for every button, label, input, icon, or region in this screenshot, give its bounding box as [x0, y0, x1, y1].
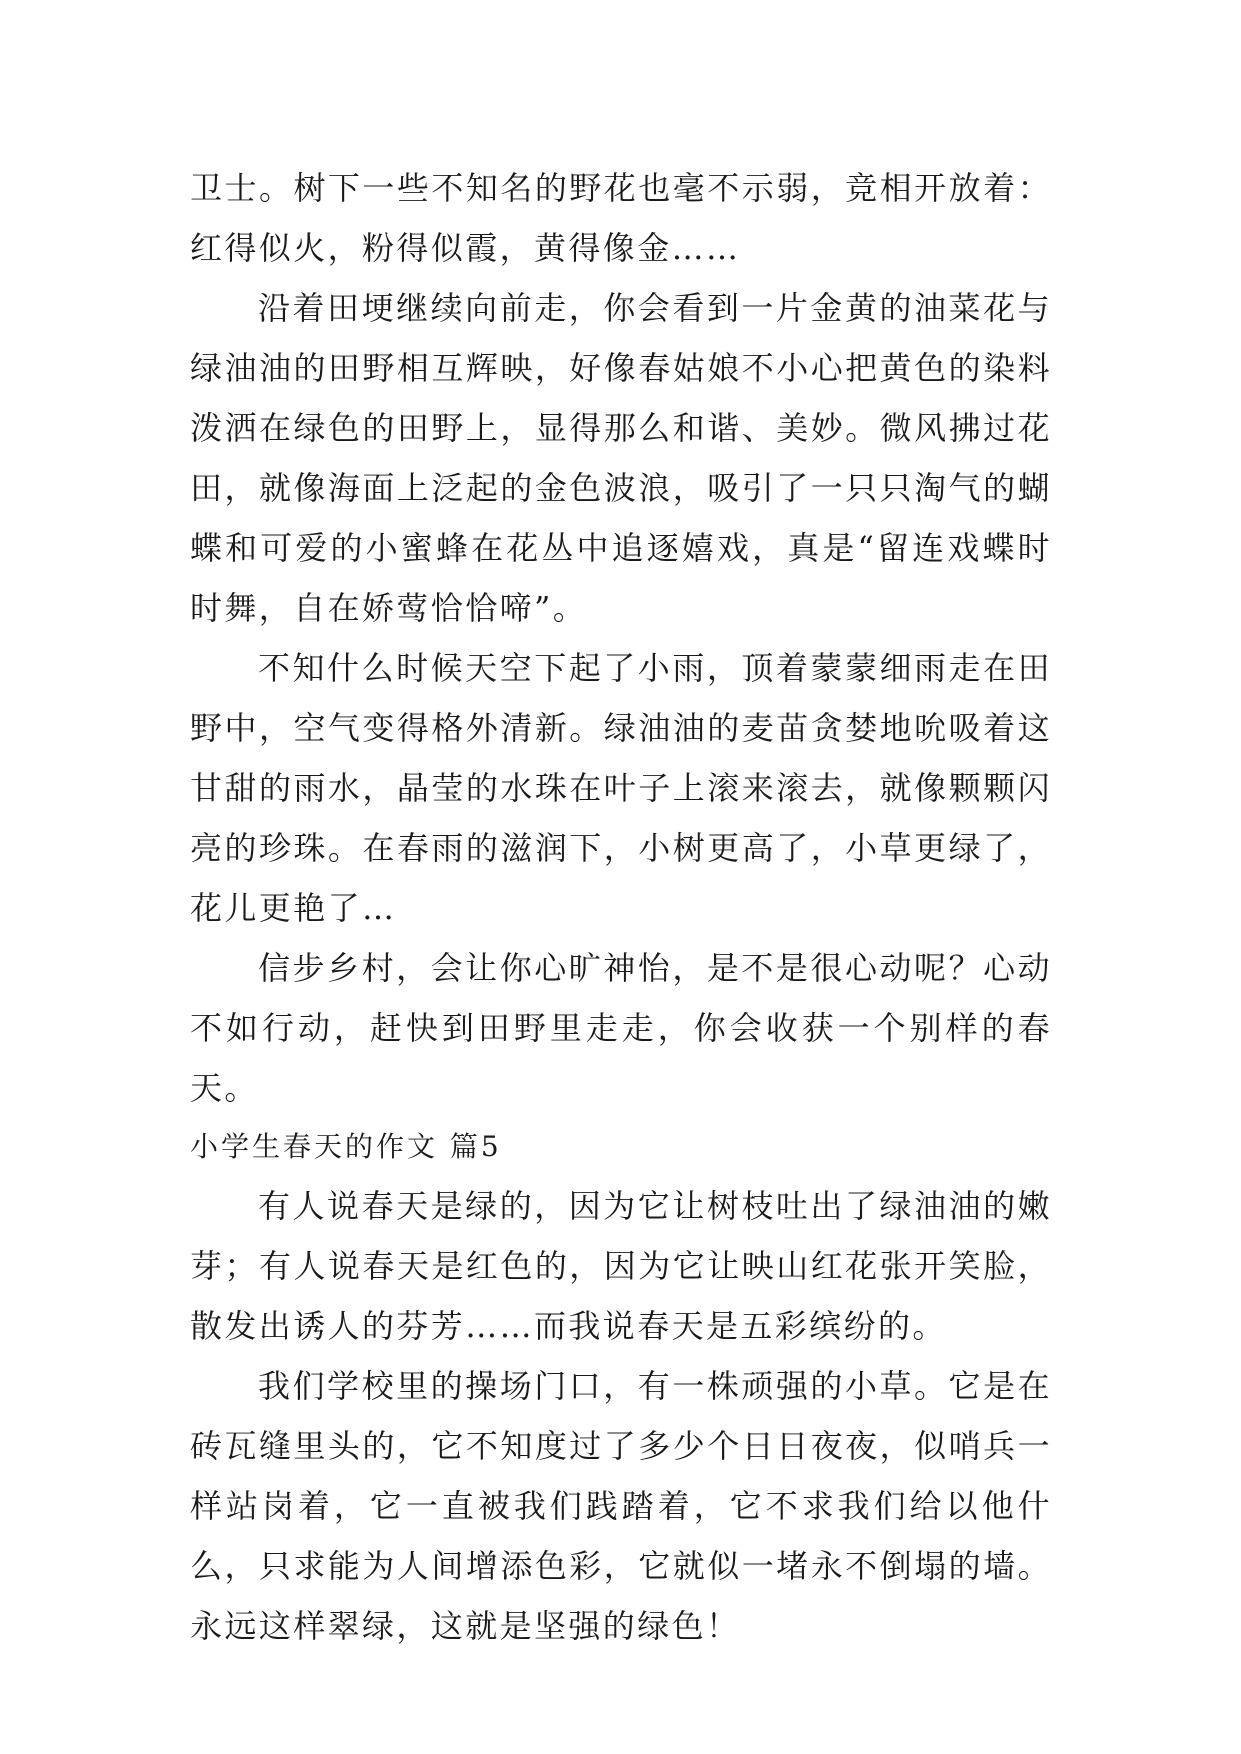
section-heading: 小学生春天的作文 篇5 — [190, 1130, 502, 1163]
paragraph-6: 我们学校里的操场门口，有一株顽强的小草。它是在砖瓦缝里头的，它不知度过了多少个日日夜夜，似哨兵一样站岗着，它一直被我们践踏着，它不求我们给以他什么，只求能为人间增添色彩，它就似一堵永不倒塌的墙。永远这样翠绿，这就是坚强的绿色！ — [190, 1367, 1052, 1645]
paragraph-1: 卫士。树下一些不知名的野花也毫不示弱，竞相开放着：红得似火，粉得似霞，黄得像金…… — [190, 169, 1052, 267]
paragraph-3: 不知什么时候天空下起了小雨，顶着蒙蒙细雨走在田野中，空气变得格外清新。绿油油的麦苗贪婪地吮吸着这甘甜的雨水，晶莹的水珠在叶子上滚来滚去，就像颗颗闪亮的珍珠。在春雨的滋润下，小树更高了，小草更绿了，花儿更艳了… — [190, 649, 1052, 927]
paragraph-2: 沿着田埂继续向前走，你会看到一片金黄的油菜花与绿油油的田野相互辉映，好像春姑娘不小心把黄色的染料泼洒在绿色的田野上，显得那么和谐、美妙。微风拂过花田，就像海面上泛起的金色波浪，吸引了一只只淘气的蝴蝶和可爱的小蜜蜂在花丛中追逐嬉戏，真是“留连戏蝶时时舞，自在娇莺恰恰啼”。 — [190, 289, 1052, 627]
document-page — [190, 158, 1052, 1656]
paragraph-4: 信步乡村，会让你心旷神怡，是不是很心动呢？心动不如行动，赶快到田野里走走，你会收获一个别样的春天。 — [190, 949, 1052, 1107]
paragraph-5: 有人说春天是绿的，因为它让树枝吐出了绿油油的嫩芽；有人说春天是红色的，因为它让映山红花张开笑脸，散发出诱人的芬芳……而我说春天是五彩缤纷的。 — [190, 1187, 1052, 1345]
